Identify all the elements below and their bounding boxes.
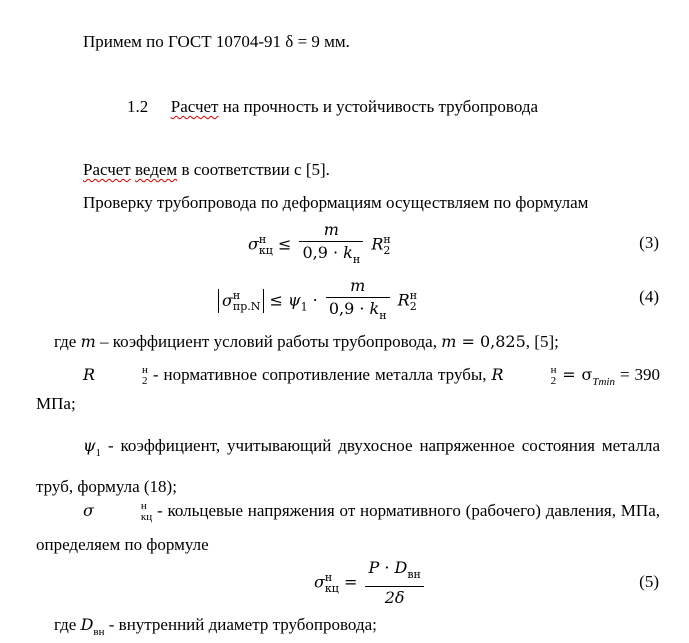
eq3-rel: ≤ (277, 234, 292, 254)
r2-definition (36, 364, 660, 415)
psi-sym: ψ (83, 436, 96, 455)
eq4-r-sup: н (409, 289, 418, 302)
where-m-sym2: m (441, 332, 457, 351)
section-title-word: Расчет (170, 97, 219, 116)
r2-sym: R (83, 365, 96, 384)
eq3-den-sub: н (352, 253, 361, 266)
check-text: Проверку трубопровода по деформациям осуществляем по формулам (83, 193, 589, 212)
sigma-sym: σ (83, 501, 94, 520)
eq3-r-sup: н (383, 233, 391, 246)
eq3-den-b: k (343, 243, 353, 262)
eq3-number: (3) (639, 233, 659, 252)
sigma-sub: кц (140, 511, 153, 524)
eq5-fraction (365, 558, 423, 608)
formula-3 (248, 220, 391, 270)
r2-tail: = 390 МПа; (36, 365, 661, 413)
formula-5 (314, 558, 427, 608)
eq4-sigma: σ (222, 290, 233, 310)
eq3-num: m (323, 220, 339, 239)
eq3-sigma-sub: кц (258, 244, 273, 257)
eq3-den-a: 0,9 · (302, 243, 344, 262)
r2-sub2: 2 (550, 375, 557, 388)
eq4-r-sub: 2 (409, 300, 417, 313)
where-m-line (54, 331, 559, 353)
eq4-sigma-sup: н (232, 289, 241, 302)
r2-sub: 2 (142, 375, 148, 388)
section-heading (127, 96, 538, 118)
where-d-sym: D (80, 615, 94, 634)
eq5-sigma-sub: кц (324, 582, 339, 595)
r2-sym2: R (491, 365, 504, 384)
psi-definition (36, 429, 660, 503)
intro-rest: в соответствии с [5]. (177, 160, 330, 179)
r2-eq-sub: Tmin (592, 376, 615, 388)
r2-text: - нормативное сопротивление металла трубы, (147, 365, 492, 384)
sigma-text: - кольцевые напряжения от нормативного (рабочего) давления, МПа, определяем по формуле (36, 501, 660, 554)
eq4-fraction (326, 276, 390, 326)
intro-line (83, 159, 330, 181)
intro-word-a: Расчет (83, 160, 131, 179)
formula-4 (218, 276, 417, 326)
eq3-fraction (299, 220, 363, 270)
where-d-pre: где (54, 615, 81, 634)
accept-line (83, 31, 350, 53)
eq3-r: R (371, 234, 384, 254)
eq5-sigma-sup: н (324, 571, 333, 584)
eq5-sigma: σ (314, 572, 325, 592)
eq5-den: 2δ (384, 588, 405, 607)
where-m-mid: – коэффициент условий работы трубопровода, (95, 332, 442, 351)
r2-sup: н (142, 364, 148, 377)
sigma-sup: н (140, 500, 147, 513)
eq4-rel: ≤ (269, 290, 283, 310)
eq4-psi: ψ (288, 290, 301, 310)
eq4-den-b: k (369, 299, 380, 318)
eq4-number: (4) (639, 287, 659, 306)
where-d-sub: вн (93, 626, 105, 638)
eq3-r-sub: 2 (383, 244, 391, 257)
where-d-line (54, 614, 377, 643)
eq4-dot: · (307, 290, 323, 310)
eq4-r: R (397, 290, 410, 310)
section-number: 1.2 (127, 97, 149, 116)
eq5-num-sub: вн (407, 568, 421, 581)
eq4-den-sub: н (379, 309, 387, 322)
sigma-definition (36, 494, 660, 562)
eq3-sigma: σ (248, 234, 259, 254)
eq4-abs (218, 289, 264, 313)
accept-text: Примем по ГОСТ 10704-91 δ = 9 мм. (83, 32, 350, 51)
eq4-sigma-sub: пр.N (232, 300, 261, 313)
psi-sub: 1 (95, 447, 102, 459)
section-title-rest: на прочность и устойчивость трубопровода (218, 97, 539, 116)
where-m-eq: = 0,825 (456, 332, 526, 351)
eq3-sigma-sup: н (258, 233, 267, 246)
eq5-rel: = (343, 572, 358, 592)
r2-eq: = σ (556, 365, 593, 384)
eq4-psi-sub: 1 (300, 300, 308, 314)
r2-sup2: н (550, 364, 557, 377)
where-m-pre: где (54, 332, 81, 351)
intro-word-b: ведем (134, 160, 178, 179)
where-m-sym: m (80, 332, 96, 351)
eq5-number: (5) (639, 572, 659, 591)
eq4-num: m (350, 276, 366, 295)
psi-text: - коэффициент, учитывающий двухосное напряженное состояния металла труб, формула (18); (36, 436, 660, 496)
eq4-den-a: 0,9 · (328, 299, 370, 318)
where-m-post: , [5]; (525, 332, 559, 351)
where-d-text: - внутренний диаметр трубопровода; (104, 615, 377, 634)
check-line (83, 192, 588, 214)
eq5-num: P · D (368, 558, 408, 577)
